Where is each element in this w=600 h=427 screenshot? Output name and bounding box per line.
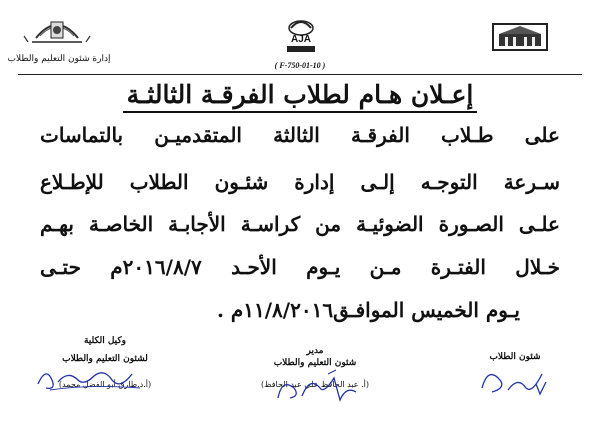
announcement-title <box>0 80 600 109</box>
signature-block-student-affairs <box>470 352 560 362</box>
signature-title: شئون الطلاب <box>489 352 541 362</box>
signature-title: مدير <box>306 346 324 356</box>
institution-building-logo <box>491 22 549 52</box>
signature-subtitle: لشئون التعليم والطلاب <box>62 354 148 364</box>
aja-logo-text: AJA <box>290 34 311 45</box>
form-code: ( F-750-01-10 ) <box>274 61 326 70</box>
signatory-name: (أ.د.طارق أبو الفضل محمد) <box>58 380 152 389</box>
body-line-3: علـى الصـورة الضوئيـة من كراسـة الأجابـة الخاصـة بهـم <box>40 212 560 236</box>
signature-title: وكيل الكلية <box>83 336 127 346</box>
signature-scribble-right <box>470 364 560 400</box>
signature-scribble-center <box>268 368 378 408</box>
aja-logo <box>281 18 321 56</box>
announcement-title-text: إعـلان هـام لطلاب الفرقـة الثالثـة <box>123 80 478 113</box>
signature-subtitle: شئون التعليم والطلاب <box>273 358 357 368</box>
body-line-4: خـلال الفتـرة مـن يـوم الأحـد ٢٠١٦/٨/٧م حتـى <box>40 255 560 279</box>
body-line-5: يـوم الخميس الموافـق١١/٨/٢٠١٦م . <box>216 298 520 322</box>
body-line-2: سـرعة التوجـه إلـى إدارة شئـون الطلاب للإطـلاع <box>40 170 560 194</box>
department-label: إدارة شئون التعليم والطلاب <box>7 54 111 64</box>
header-divider <box>18 74 582 75</box>
signatory-name: (أ. عبد الحافظ علي عبد الحافظ) <box>261 380 369 389</box>
body-line-1: على طـلاب الفرقـة الثالثة المتقدميـن بالتماسات <box>40 123 560 147</box>
faculty-crest-logo <box>18 8 96 54</box>
signature-scribble-left <box>30 362 160 396</box>
